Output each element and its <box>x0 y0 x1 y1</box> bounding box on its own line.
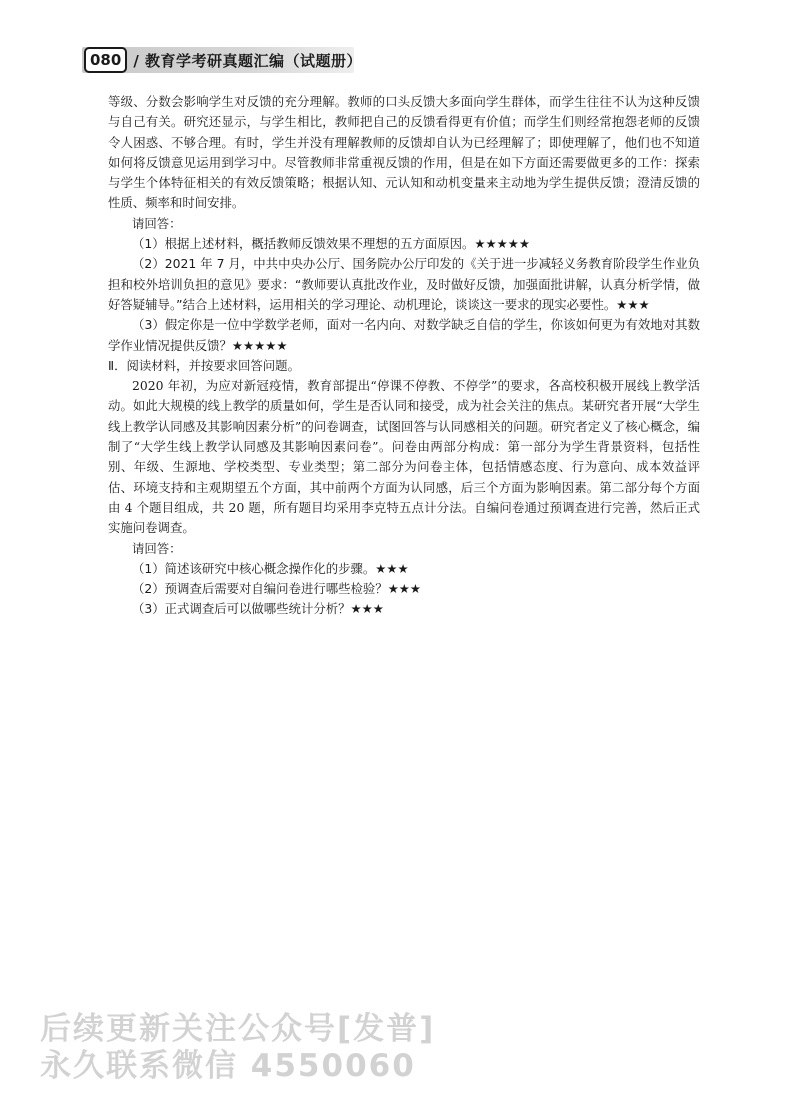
question-1-3: （3）假定你是一位中学数学老师，面对一名内向、对数学缺乏自信的学生，你该如何更为有效地对其数学作业情况提供反馈？★★★★★ <box>108 317 700 353</box>
question-2-3: （3）正式调查后可以做哪些统计分析？★★★ <box>132 601 384 617</box>
watermark-line-1: 后续更新关注公众号[发普] <box>40 1011 436 1047</box>
page-header <box>82 47 363 73</box>
answer-prompt-1: 请回答： <box>132 215 182 231</box>
question-1-1: （1）根据上述材料，概括教师反馈效果不理想的五方面原因。★★★★★ <box>132 236 530 252</box>
answer-prompt-2: 请回答： <box>132 540 182 556</box>
material-paragraph-2: 2020 年初，为应对新冠疫情，教育部提出“停课不停教、不停学”的要求，各高校积极开展线上教学活动。如此大规模的线上教学的质量如何，学生是否认同和接受，成为社会关注的焦点。某研究者开展“大学生线上教学认同感及其影响因素分析”的问卷调查，试图回答与认同感相关的问题。研究者定义了核心概念，编制了“大学生线上教学认同感及其影响因素问卷”。问卷由两部分构成：第一部分为学生背景资料，包括性别、年级、生源地、学校类型、专业类型；第二部分为问卷主体，包括情感态度、行为意向、成本效益评估、环境支持和主观期望五个方面，其中前两个方面为认同感，后三个方面为影响因素。第二部分每个方面由 4 个题目组成，共 20 题，所有题目均采用李克特五点计分法。自编问卷通过预调查进行完善，然后正式实施问卷调查。 <box>108 378 700 536</box>
section-2-heading: Ⅱ．阅读材料，并按要求回答问题。 <box>108 357 300 373</box>
question-2-2: （2）预调查后需要对自编问卷进行哪些检验？★★★ <box>132 581 422 597</box>
question-2-1: （1）简述该研究中核心概念操作化的步骤。★★★ <box>132 560 409 576</box>
page-content <box>108 92 700 620</box>
page-number: 080 <box>84 47 127 73</box>
material-paragraph-1: 等级、分数会影响学生对反馈的充分理解。教师的口头反馈大多面向学生群体，而学生往往不认为这种反馈与自己有关。研究还显示，与学生相比，教师把自己的反馈看得更有价值；而学生们则经常抱怨老师的反馈令人困惑、不够合理。有时，学生并没有理解教师的反馈却自认为已经理解了；即使理解了，他们也不知道如何将反馈意见运用到学习中。尽管教师非常重视反馈的作用，但是在如下方面还需要做更多的工作：探索与学生个体特征相关的有效反馈策略；根据认知、元认知和动机变量来主动地为学生提供反馈；澄清反馈的性质、频率和时间安排。 <box>108 94 700 211</box>
book-title: / 教育学考研真题汇编（试题册） <box>133 51 363 70</box>
watermark-line-2: 永久联系微信 4550060 <box>40 1048 416 1084</box>
question-1-2: （2）2021 年 7 月，中共中央办公厅、国务院办公厅印发的《关于进一步减轻义务教育阶段学生作业负担和校外培训负担的意见》要求：“教师要认真批改作业，及时做好反馈，加强面批讲解，认真分析学情，做好答疑辅导。”结合上述材料，运用相关的学习理论、动机理论，谈谈这一要求的现实必要性。★★★ <box>108 256 700 312</box>
